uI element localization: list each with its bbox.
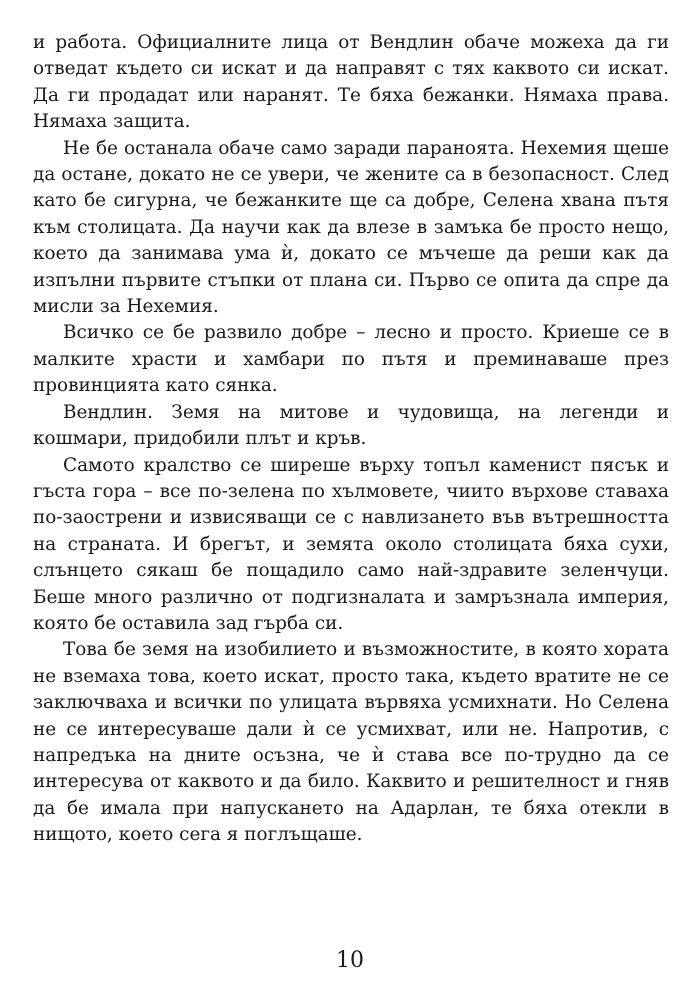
page-number: 10 [336, 948, 364, 973]
paragraph-4: Вендлин. Земя на митове и чудовища, на легенди и кошмари, придобили плът и кръв. [33, 401, 669, 450]
body-text [33, 30, 669, 849]
paragraph-3: Всичко се бе развило добре – лесно и просто. Криеше се в малките храсти и хамбари по пътя и преминаваше през провинцията като сянка. [33, 322, 669, 397]
paragraph-5: Самото кралство се ширеше върху топъл каменист пясък и гъста гора – все по-зелена по хълмовете, чиито върхове ставаха по-заострени и извисяващи се с навлизането във вътрешността на страната. И брегът, и земята около столицата бяха сухи, слънцето сякаш бе пощадило само най-здравите зеленчуци. Беше много различно от подгизналата и замръзнала империя, която бе оставила зад гърба си. [33, 454, 669, 634]
paragraph-1: и работа. Официалните лица от Вендлин обаче можеха да ги отведат където си искат и да направят с тях каквото си искат. Да ги продадат или наранят. Те бяха бежанки. Нямаха права. Нямаха защита. [33, 32, 669, 133]
paragraph-6: Това бе земя на изобилието и възможностите, в която хората не вземаха това, което искат, просто така, където вратите не се заключваха и всички по улицата вървяха усмихнати. Но Селена не се интересуваше дали ѝ се усмихват, или не. Напротив, с напредъка на дните осъзна, че ѝ става все по-трудно да се интересува от каквото и да било. Каквито и решителност и гняв да бе имала при напускането на Адарлан, те бяха отекли в нищото, което сега я поглъщаше. [33, 639, 669, 846]
paragraph-2: Не бе останала обаче само заради параноята. Нехемия щеше да остане, докато не се увери, че жените са в безопасност. След като бе сигурна, че бежанките ще са добре, Селена хвана пътя към столицата. Да научи как да влезе в замъка бе просто нещо, което да занимава ума ѝ, докато се мъчеше да реши как да изпълни първите стъпки от плана си. Първо се опита да спре да мисли за Нехемия. [33, 137, 669, 318]
